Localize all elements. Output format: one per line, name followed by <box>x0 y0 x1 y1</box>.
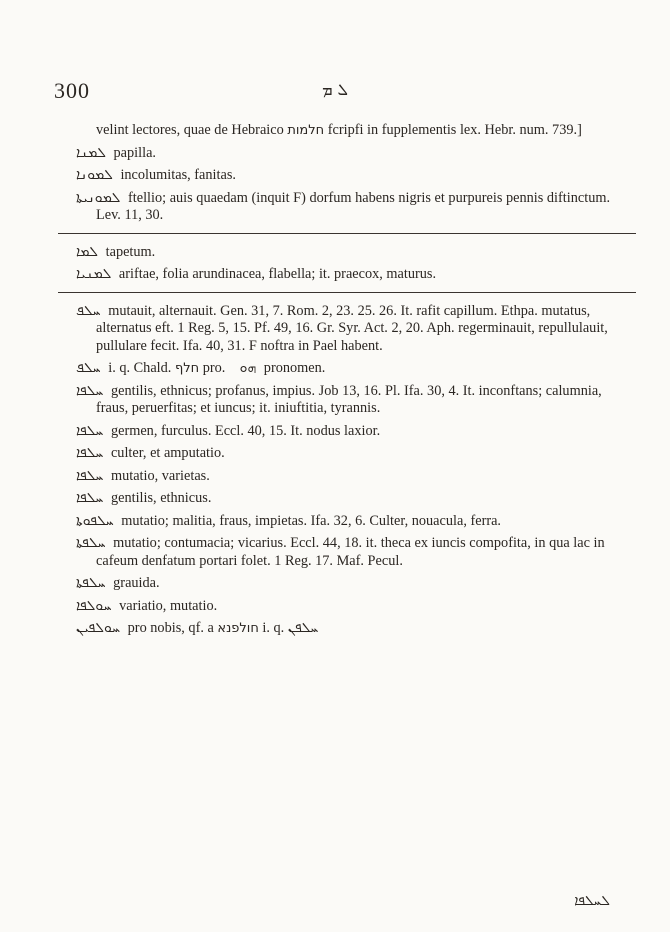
entry-incolumitas: ܠܡܘܢܐ incolumitas, fanitas. <box>76 167 236 183</box>
syriac-headword: ܠܡܢܝܐ <box>76 266 112 282</box>
syriac-headword: ܚܠܦܐ <box>76 445 104 461</box>
syriac-headword: ܚܠܦܐ <box>76 490 104 506</box>
entry-variatio: ܚܘܠܦܐ variatio, mutatio. <box>76 597 218 614</box>
entry-malitia: ܚܠܦܘܬܐ mutatio; malitia, fraus, impietas. Ifa. 32, 6. Culter, nouacula, ferra. <box>76 512 502 529</box>
syriac-headword: ܚܠܦܬܐ <box>76 535 106 551</box>
dictionary-column <box>76 122 636 643</box>
entry-mutatio-varietas: ܚܠܦܐ mutatio, varietas. <box>76 467 210 484</box>
syriac-headword: ܚܘܠܦܐ <box>76 597 112 614</box>
syriac-headword: ܚܠܦܐ <box>76 467 104 484</box>
entry-culter: ܚܠܦܐ culter, et amputatio. <box>76 445 225 461</box>
syriac-headword: ܚܠܦܘܬܐ <box>76 512 114 529</box>
entry-germen: ܚܠܦܐ germen, furculus. Eccl. 40, 15. It. nodus laxior. <box>76 422 381 439</box>
entry-continuation: velint lectores, quae de Hebraico חלמות fcripfi in fupplementis lex. Hebr. num. 739.] <box>96 122 582 138</box>
entry-tapetum: ܠܡܐ tapetum. <box>76 243 156 260</box>
section-divider <box>58 292 636 293</box>
running-head: ܠ ܡ <box>322 80 348 99</box>
entry-pro: ܚܠܦ i. q. Chald. חלף pro. ܗܘ pronomen. <box>76 360 326 376</box>
syriac-headword: ܠܡܢܐ <box>76 144 106 161</box>
section-divider <box>58 233 636 234</box>
syriac-headword: ܚܠܦ <box>76 302 101 319</box>
entry-stellio: ܠܡܘܢܝܬܐ ftellio; auis quaedam (inquit F) dorfum habens nigris et purpureis pennis diftinctum. Lev. 11, 30. <box>76 189 611 223</box>
syriac-headword: ܠܡܐ <box>76 243 99 260</box>
entry-grauida: ܚܠܦܬܐ grauida. <box>76 575 160 591</box>
entry-papilla: ܠܡܢܐ papilla. <box>76 144 157 161</box>
page-number: 300 <box>54 78 90 103</box>
entry-contumacia: ܚܠܦܬܐ mutatio; contumacia; vicarius. Eccl. 44, 18. it. theca ex iuncis compofita, in qua lac in cafeum denfatum portari folet. 1 Reg. 17. Maf. Pecul. <box>76 535 605 569</box>
syriac-headword: ܚܘܠܦܝܢ <box>76 620 121 636</box>
entry-pro-nobis: ܚܘܠܦܝܢ pro nobis, qf. a חולפנא i. q. ܚܠܦܢ <box>76 620 319 636</box>
syriac-headword: ܠܡܘܢܐ <box>76 167 113 183</box>
syriac-headword: ܚܠܦܐ <box>76 422 104 439</box>
syriac-headword: ܠܡܘܢܝܬܐ <box>76 189 121 206</box>
catchword: ܠܚܠܦܐ <box>574 893 610 909</box>
entry-gentilis-ethnicus: ܚܠܦܐ gentilis, ethnicus. <box>76 490 212 506</box>
syriac-headword: ܚܠܦܐ <box>76 382 104 399</box>
entry-mutauit: ܚܠܦ mutauit, alternauit. Gen. 31, 7. Rom. 2, 23. 25. 26. It. rafit capillum. Ethpa. mutatus, alternatus eft. 1 Reg. 5, 15. Pf. 49, 16. Gr. Syr. Act. 2, 20. Aph. regerminauit, repullulauit, pullulare fecit. Ifa. 40, 31. F noftra in Pael habent. <box>76 302 608 354</box>
entry-gentilis: ܚܠܦܐ gentilis, ethnicus; profanus, impius. Job 13, 16. Pl. Ifa. 30, 4. It. inconftans; calumnia, fraus, peruerfitas; et iuncus; it. iniuftitia, tyrannis. <box>76 382 602 416</box>
syriac-headword: ܚܠܦ <box>76 360 101 376</box>
entry-ariftae: ܠܡܢܝܐ ariftae, folia arundinacea, flabella; it. praecox, maturus. <box>76 266 437 282</box>
syriac-headword: ܚܠܦܬܐ <box>76 575 106 591</box>
